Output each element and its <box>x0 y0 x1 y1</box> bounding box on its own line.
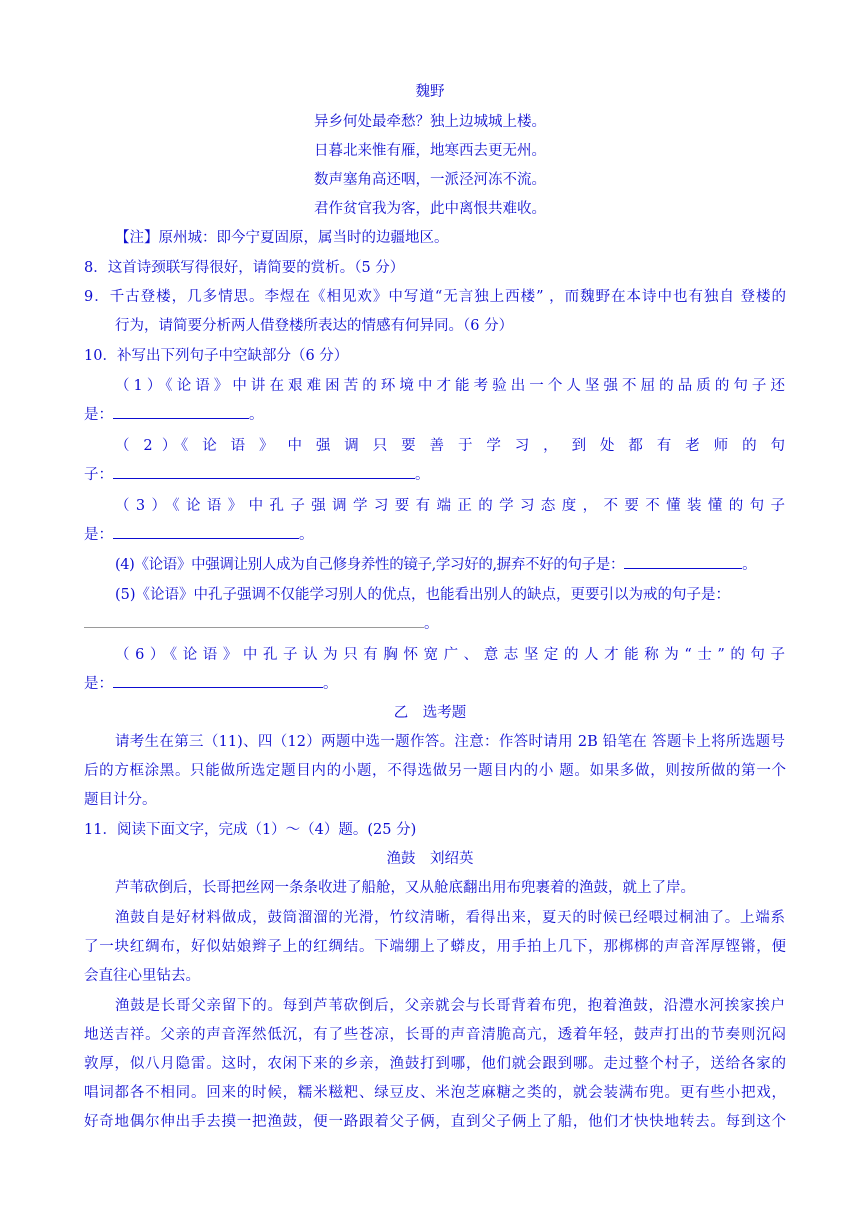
question-10-6-line-1: （6）《论语》中孔子认为只有胸怀宽广、意志坚定的人才能称为“士”的句子 <box>115 647 785 663</box>
question-10-5-answer <box>84 614 439 634</box>
period: 。 <box>249 407 264 423</box>
story-paragraph-2-line-1: 渔鼓自是好材料做成，鼓筒溜溜的光滑，竹纹清晰，看得出来，夏天的时候已经喂过桐油了。上端系 <box>115 910 785 926</box>
answer-blank[interactable] <box>624 556 742 569</box>
story-paragraph-3-line-1: 渔鼓是长哥父亲留下的。每到芦苇砍倒后，父亲就会与长哥背着布兜，抱着渔鼓，沿澧水河挨家挨户 <box>115 998 785 1014</box>
answer-prefix: 是： <box>84 527 113 543</box>
answer-blank[interactable] <box>113 675 323 688</box>
story-paragraph-1: 芦苇砍倒后，长哥把丝网一条条收进了船舱，又从舱底翻出用布兜裹着的渔鼓，就上了岸。 <box>115 880 695 896</box>
section-title: 乙 选考题 <box>393 705 467 721</box>
question-10-2-answer <box>84 465 430 485</box>
answer-prefix: 是： <box>84 407 113 423</box>
question-9-line-2: 行为，请简要分析两人借登楼所表达的情感有何异同。（6 分） <box>115 318 514 334</box>
section-instructions-line-3: 题目计分。 <box>84 792 157 808</box>
poem-line-4: 君作贫官我为客，此中离恨共难收。 <box>314 201 546 217</box>
poem-note: 【注】原州城：即今宁夏固原，属当时的边疆地区。 <box>115 230 449 246</box>
question-10-4-text: (4)《论语》中强调让别人成为自己修身养性的镜子,学习好的,摒弃不好的句子是： <box>115 557 625 573</box>
answer-blank[interactable] <box>84 615 424 628</box>
question-8: 8．这首诗颈联写得很好，请简要的赏析。（5 分） <box>84 260 405 276</box>
section-instructions-line-2: 后的方框涂黑。只能做所选定题目内的小题，不得选做另一题目内的小 题。如果多做，则按所做的第一个 <box>84 763 786 779</box>
question-10: 10．补写出下列句子中空缺部分（6 分） <box>84 348 349 364</box>
story-title: 渔鼓 刘绍英 <box>386 851 474 867</box>
poem-author: 魏野 <box>415 84 445 100</box>
question-10-5-text: (5)《论语》中孔子强调不仅能学习别人的优点，也能看出别人的缺点，更要引以为戒的句子是： <box>115 587 731 603</box>
answer-blank[interactable] <box>113 406 249 419</box>
period: 。 <box>742 557 757 573</box>
question-10-1-line-1: （1）《论语》中讲在艰难困苦的环境中才能考验出一个人坚强不屈的品质的句子还 <box>115 378 785 394</box>
question-11: 11．阅读下面文字，完成（1）～（4）题。(25 分) <box>84 822 417 838</box>
section-instructions-line-1: 请考生在第三（11)、四（12）两题中选一题作答。注意：作答时请用 2B 铅笔在 答题卡上将所选题号 <box>115 734 785 750</box>
question-9-line-1: 9．千古登楼，几多情思。李煜在《相见欢》中写道“无言独上西楼” ，而魏野在本诗中也有独自 登楼的 <box>84 289 786 305</box>
answer-prefix: 子： <box>84 467 113 483</box>
story-paragraph-3-line-3: 敦厚，似八月隐雷。这时，农闲下来的乡亲，渔鼓打到哪，他们就会跟到哪。走过整个村子，送给各家的 <box>84 1056 786 1072</box>
answer-blank[interactable] <box>113 466 415 479</box>
question-10-6-answer <box>84 674 338 694</box>
question-10-4 <box>115 555 756 575</box>
story-paragraph-3-line-2: 地送吉祥。父亲的声音浑然低沉，有了些苍凉，长哥的声音清脆高亢，透着年轻，鼓声打出的节奏则沉闷 <box>84 1027 786 1043</box>
question-10-2-line-1: （ 2 ）《 论 语 》 中 强 调 只 要 善 于 学 习 ， 到 处 都 有 老 师 的 句 <box>115 438 785 454</box>
answer-blank[interactable] <box>113 526 299 539</box>
period: 。 <box>424 616 439 632</box>
story-paragraph-3-line-5: 好奇地偶尔伸出手去摸一把渔鼓，便一路跟着父子俩，直到父子俩上了船，他们才快快地转去。每到这个 <box>84 1114 786 1130</box>
period: 。 <box>323 676 338 692</box>
story-paragraph-2-line-2: 了一块红绸布，好似姑娘辫子上的红绸结。下端绷上了蟒皮，用手拍上几下，那梆梆的声音浑厚铿锵，便 <box>84 939 786 955</box>
poem-line-2: 日暮北来惟有雁，地寒西去更无州。 <box>314 143 546 159</box>
poem-line-1: 异乡何处最牵愁？独上边城城上楼。 <box>314 114 546 130</box>
poem-line-3: 数声塞角高还咽，一派泾河冻不流。 <box>314 172 546 188</box>
question-10-1-answer <box>84 405 264 425</box>
answer-prefix: 是： <box>84 676 113 692</box>
story-paragraph-3-line-4: 唱词都各不相同。回来的时候，糯米糍粑、绿豆皮、米泡芝麻糖之类的，就会装满布兜。更有些小把戏， <box>84 1085 786 1101</box>
question-10-3-line-1: （3）《论语》中孔子强调学习要有端正的学习态度，不要不懂装懂的句子 <box>115 498 785 514</box>
period: 。 <box>299 527 314 543</box>
period: 。 <box>415 467 430 483</box>
story-paragraph-2-line-3: 会直往心里钻去。 <box>84 968 200 984</box>
question-10-3-answer <box>84 525 314 545</box>
